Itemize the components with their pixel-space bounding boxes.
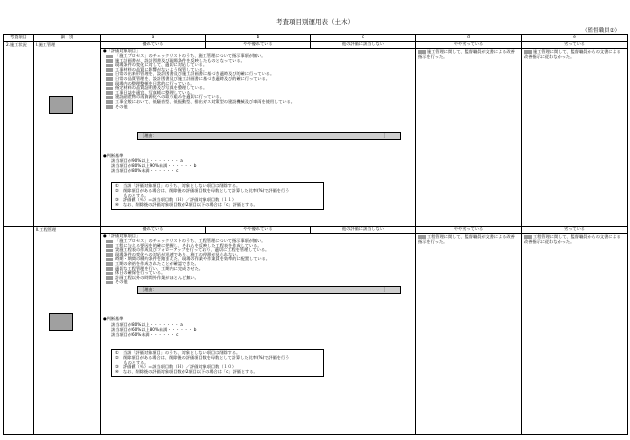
section-subcategory: Ⅱ.工程管理 bbox=[36, 227, 57, 232]
checkbox-marker[interactable] bbox=[106, 73, 113, 77]
evaluation-item: その他 bbox=[115, 105, 295, 110]
other-reason-box: ［理由： ］ bbox=[137, 132, 401, 140]
rating-box bbox=[49, 96, 73, 114]
checkbox-marker[interactable] bbox=[106, 91, 113, 95]
checkbox-marker[interactable] bbox=[106, 64, 113, 68]
checkbox-marker[interactable] bbox=[106, 68, 113, 72]
criteria-line-3: 該当項目が80%未満・・・・・・ c bbox=[111, 168, 179, 173]
checkbox-marker[interactable] bbox=[106, 59, 113, 63]
evaluation-table bbox=[3, 34, 628, 435]
header-c: c bbox=[311, 35, 416, 42]
checkbox-marker[interactable] bbox=[106, 55, 113, 59]
checkbox-marker[interactable] bbox=[106, 105, 113, 109]
evaluation-items bbox=[115, 239, 270, 285]
document-title: 考査項目別運用表（土木） bbox=[276, 18, 354, 26]
evaluation-item: 適切な工程管理を行い、工期内に完成させた。 bbox=[115, 267, 270, 272]
evaluation-item: 「施工プロセス」のチェックリストのうち、施工管理について指示事項が無い。 bbox=[115, 54, 295, 59]
evaluation-item: 現場条件の変化への対応が迅速であり、施工の停滞が見られない。 bbox=[115, 253, 270, 258]
evaluation-item: 計画工程以外の時間外作業がほとんど無い。 bbox=[115, 276, 270, 281]
checkbox-marker[interactable] bbox=[106, 77, 113, 81]
evaluation-item: 工程に与える要因を的確に把握し、それらを反映した工程表を作成している。 bbox=[115, 244, 270, 249]
checkbox-marker[interactable] bbox=[106, 244, 113, 248]
rating-box bbox=[49, 313, 73, 331]
evaluation-item: 建設副産物の再資源化への取り組みを適切に行っている。 bbox=[115, 95, 295, 100]
rating-d-text: 工程管理に関して、監督職員が文書による改善指示を行った。 bbox=[418, 234, 515, 244]
checkbox-marker[interactable] bbox=[106, 258, 113, 262]
evaluation-item: 実施工程表の作成及びフォローアップを行っており、適切に工程を管理している。 bbox=[115, 248, 270, 253]
header-e: e bbox=[522, 35, 628, 42]
criteria-line-2: 該当項目が80%以上90%未満・・・・・・ b bbox=[111, 163, 197, 168]
criteria-line-1: 該当項目が90%以上・・・・・・・ a bbox=[111, 158, 183, 163]
evaluation-items bbox=[115, 54, 295, 109]
criteria-line-1: 該当項目が80%以上・・・・・・・ a bbox=[111, 322, 183, 327]
section-subcategory: Ⅰ.施工管理 bbox=[36, 42, 56, 47]
criteria-line-2: 該当項目が60%以上80%未満・・・・・・ b bbox=[111, 327, 197, 332]
checkbox-marker[interactable] bbox=[106, 96, 113, 100]
evaluation-item: 工事日誌を適宜、写真帳に整理している。 bbox=[115, 91, 295, 96]
evaluation-item: 時期・期間の制約条件を踏まえた、現場の作業や作業員を効率的に配置している。 bbox=[115, 257, 270, 262]
checkbox-marker[interactable] bbox=[106, 267, 113, 271]
section-schedule-management: Ⅱ.工程管理 優れている やや優れている 他の評価に該当しない ●「評価対象項目」 「施工プロセス」のチェックリストのうち、工程管理について指示事項が無い。 工程に与える要因を的確に把握し、それらを反映した工程表を作成している。 実施工程表の作成及びフォローアップを行っており、適切に工程を管理している。 現場条件の変化への対応が迅速であり、施工の停滞が見られない。 時期・期間の制約条件を踏まえた、現場の作業や作業員を効率的に配置している。 工期の余裕を作成されたことが確認できた。 適切な工程管理を行い、工期内に完成させた。 休日の確保を行っている。 計画工程以外の時間外作業がほとんど無い。 その他 ［理由： ］ ●判断基準 該当項目が80%以上・・・・・・・ a 該当項目が60%以上80%未満・・・・・・ b 該当項目が60%未満・・・・・・ c ① 当該「評価対象項目」のうち、対象としない項目は削除する。 ② 削除項目がある場合は、削除後の評価項目数を母数として計算した比率(%)で評価を行う ものとする。 ③ 評価値（％）＝該当項目数（Ｈ）／評価対象項目数（１０） ④ なお、削除後の評価対象項目数が2項目以下の場合は「c」評価とする。 やや劣っている 工程管理に関して、監督職員が文書による改善指示を行った。 劣っている 工程管理に関して、監督職員からの文書による改善指示に従わなかった。 bbox=[4, 227, 628, 435]
evaluation-item: 指定材料の品質証明書及び写真を整理している。 bbox=[115, 86, 295, 91]
rating-labels: 優れている やや優れている 他の評価に該当しない bbox=[101, 227, 415, 234]
header-a: a bbox=[101, 35, 206, 42]
rating-e-text: 工程管理に関して、監督職員からの文書による改善指示に従わなかった。 bbox=[524, 234, 621, 244]
items-heading: ●「評価対象項目」 bbox=[103, 48, 141, 53]
header-col1: 考査項目 bbox=[4, 35, 34, 42]
items-heading: ●「評価対象項目」 bbox=[103, 233, 141, 238]
rating-labels: 優れている やや優れている 他の評価に該当しない bbox=[101, 42, 415, 49]
evaluation-item: 日常の品質管理を、設計図書及び施工計画書に基づき適時及び的確に行っている。 bbox=[115, 77, 295, 82]
checkbox-marker[interactable] bbox=[106, 87, 113, 91]
evaluation-item: 「施工プロセス」のチェックリストのうち、工程管理について指示事項が無い。 bbox=[115, 239, 270, 244]
evaluation-item: 休日の確保を行っている。 bbox=[115, 271, 270, 276]
evaluation-item: 現場内の整理整頓を日常的に行っている。 bbox=[115, 82, 295, 87]
section-construction-management: 2.施工状況 Ⅰ.施工管理 優れている やや優れている 他の評価に該当しない ●「評価対象項目」 「施工プロセス」のチェックリストのうち、施工管理について指示事項が無い。 施工計画書が、設計図書及び現場条件を反映したものとなっている。 現場条件の変化に対して、適切に対応している。 工事材料の品質に影響がないよう保管している。 日常の出来形管理を、設計図書及び施工計画書に基づき適時及び的確に行っている。 日常の品質管理を、設計図書及び施工計画書に基づき適時及び的確に行っている。 現場内の整理整頓を日常的に行っている。 指定材料の品質証明書及び写真を整理している。 工事日誌を適宜、写真帳に整理している。 建設副産物の再資源化への取り組みを適切に行っている。 工事全般において、低騒音型、低振動型、排出ガス対策型の建設機械及び車両を使用している。 その他 ［理由： ］ ●判断基準 該当項目が90%以上・・・・・・・ a 該当項目が80%以上90%未満・・・・・・ b 該当項目が80%未満・・・・・・ c ① 当該「評価対象項目」のうち、対象としない項目は削除する。 ② 削除項目がある場合は、削除後の評価項目数を母数として計算した比率(%)で評価を行う ものとする。 ③ 評価値（％）＝該当項目数（Ｈ）／評価対象項目数（１１） ④ なお、削除後の評価対象項目数が2項目以下の場合は「c」評価とする。 やや劣っている 施工管理に関して、監督職員が文書による改善指示を行った。 劣っている 施工管理に関して、監督職員からの文書による改善指示に従わなかった。 bbox=[4, 42, 628, 227]
evaluation-item: 工期の余裕を作成されたことが確認できた。 bbox=[115, 262, 270, 267]
evaluation-item: 工事材料の品質に影響がないよう保管している。 bbox=[115, 68, 295, 73]
evaluation-item: 工事全般において、低騒音型、低振動型、排出ガス対策型の建設機械及び車両を使用している。 bbox=[115, 100, 295, 105]
rating-e-text: 施工管理に関して、監督職員からの文書による改善指示に従わなかった。 bbox=[524, 49, 621, 59]
checkbox-marker[interactable] bbox=[106, 276, 113, 280]
checkbox-marker[interactable] bbox=[106, 82, 113, 86]
checkbox-marker[interactable] bbox=[106, 262, 113, 266]
rating-d-text: 施工管理に関して、監督職員が文書による改善指示を行った。 bbox=[418, 49, 515, 59]
header-d: d bbox=[416, 35, 522, 42]
checkbox-marker[interactable] bbox=[106, 253, 113, 257]
evaluation-item: 日常の出来形管理を、設計図書及び施工計画書に基づき適時及び的確に行っている。 bbox=[115, 72, 295, 77]
criteria-heading: ●判断基準 bbox=[103, 316, 124, 321]
checkbox-marker[interactable] bbox=[106, 240, 113, 244]
criteria-heading: ●判断基準 bbox=[103, 153, 124, 158]
header-col2: 細 別 bbox=[34, 35, 101, 42]
evaluation-item: 現場条件の変化に対して、適切に対応している。 bbox=[115, 63, 295, 68]
header-row bbox=[4, 35, 628, 42]
section-category: 2.施工状況 bbox=[4, 42, 34, 227]
notes-box: ① 当該「評価対象項目」のうち、対象としない項目は削除する。 ② 削除項目がある場合は、削除後の評価項目数を母数として計算した比率(%)で評価を行う ものとする。 ③ 評価値（％）＝該当項目数（Ｈ）／評価対象項目数（１０） ④ なお、削除後の評価対象項目数が2項目以下の場合は「c」評価とする。 bbox=[111, 349, 324, 377]
checkbox-marker[interactable] bbox=[106, 100, 113, 104]
evaluation-item: その他 bbox=[115, 280, 270, 285]
document-subtitle: （監督職員②） bbox=[582, 28, 620, 34]
evaluation-item: 施工計画書が、設計図書及び現場条件を反映したものとなっている。 bbox=[115, 59, 295, 64]
other-reason-box: ［理由： ］ bbox=[137, 286, 401, 294]
criteria-line-3: 該当項目が60%未満・・・・・・ c bbox=[111, 332, 179, 337]
notes-box: ① 当該「評価対象項目」のうち、対象としない項目は削除する。 ② 削除項目がある場合は、削除後の評価項目数を母数として計算した比率(%)で評価を行う ものとする。 ③ 評価値（％）＝該当項目数（Ｈ）／評価対象項目数（１１） ④ なお、削除後の評価対象項目数が2項目以下の場合は「c」評価とする。 bbox=[111, 182, 324, 210]
checkbox-marker[interactable] bbox=[106, 281, 113, 285]
checkbox-marker[interactable] bbox=[106, 272, 113, 276]
header-b: b bbox=[206, 35, 311, 42]
checkbox-marker[interactable] bbox=[106, 249, 113, 253]
